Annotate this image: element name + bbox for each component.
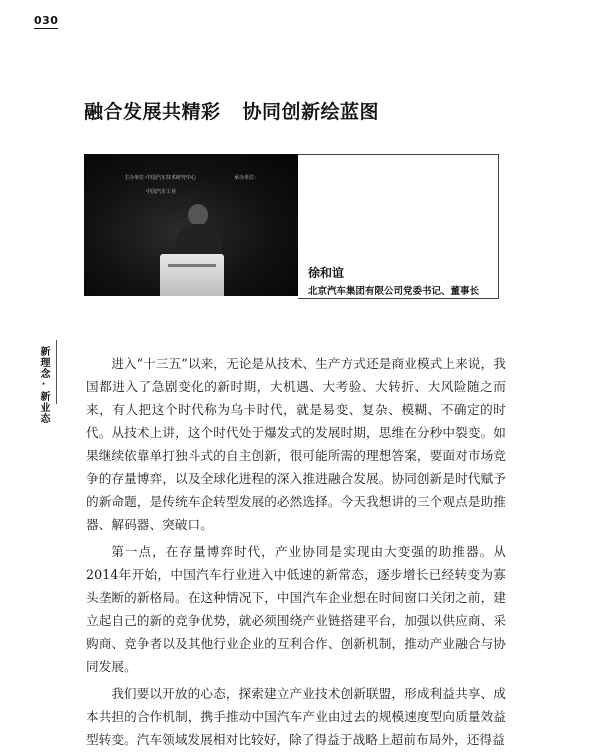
article-body xyxy=(86,352,506,755)
page-number: 030 xyxy=(34,14,59,27)
speaker-figure-head xyxy=(188,204,208,226)
banner-text: 中国汽车技术研究中心 xyxy=(146,175,197,181)
article-title-part2: 协同创新绘蓝图 xyxy=(242,101,380,123)
speaker-photo xyxy=(84,154,298,296)
article-title-part1: 融合发展共精彩 xyxy=(84,101,221,123)
author-title: 北京汽车集团有限公司党委书记、董事长 xyxy=(308,286,480,297)
author-name: 徐和谊 xyxy=(308,266,345,280)
article-title xyxy=(84,97,379,124)
body-paragraph: 我们要以开放的心态，探索建立产业技术创新联盟，形成利益共享、成本共担的合作机制，携手推动中国汽车产业由过去的规模速度型向质量效益型转变。汽车领域发展相对比较好，除了得益于战略上超前布局外，还得益 xyxy=(86,686,506,747)
podium-stripe xyxy=(168,264,216,267)
section-label: 新理念·新业态 xyxy=(38,346,49,424)
podium xyxy=(160,254,224,296)
banner-text: 中国汽车工业 xyxy=(146,189,177,195)
section-divider xyxy=(56,340,57,404)
body-paragraph: 第一点，在存量博弈时代，产业协同是实现由大变强的助推器。从2014年开始，中国汽车行业进入中低速的新常态，逐步增长已经转变为寡头垄断的新格局。在这种情况下，中国汽车企业想在时间窗口关闭之前，建立起自己的新的竞争优势，就必须围绕产业链搭建平台，加强以供应商、采购商、竞争者以及其他行业企业的互利合作、创新机制，推动产业融合与协同发展。 xyxy=(86,544,506,674)
banner-text: 主办单位： xyxy=(124,175,150,181)
body-paragraph: 进入“十三五”以来，无论是从技术、生产方式还是商业模式上来说，我国都进入了急剧变化的新时期，大机遇、大考验、大转折、大风险随之而来，有人把这个时代称为乌卡时代，就是易变、复杂、模糊、不确定的时代。从技术上讲，这个时代处于爆发式的发展时期，思维在分秒中裂变。如果继续依靠单打独斗式的自主创新，很可能所需的理想答案，要面对市场竞争的存量博弈，以及全球化进程的深入推进融合发展。协同创新是时代赋予的新命题，是传统车企转型发展的必然选择。今天我想讲的三个观点是助推器、解码器、突破口。 xyxy=(86,356,506,532)
banner-text: 承办单位： xyxy=(234,175,260,181)
